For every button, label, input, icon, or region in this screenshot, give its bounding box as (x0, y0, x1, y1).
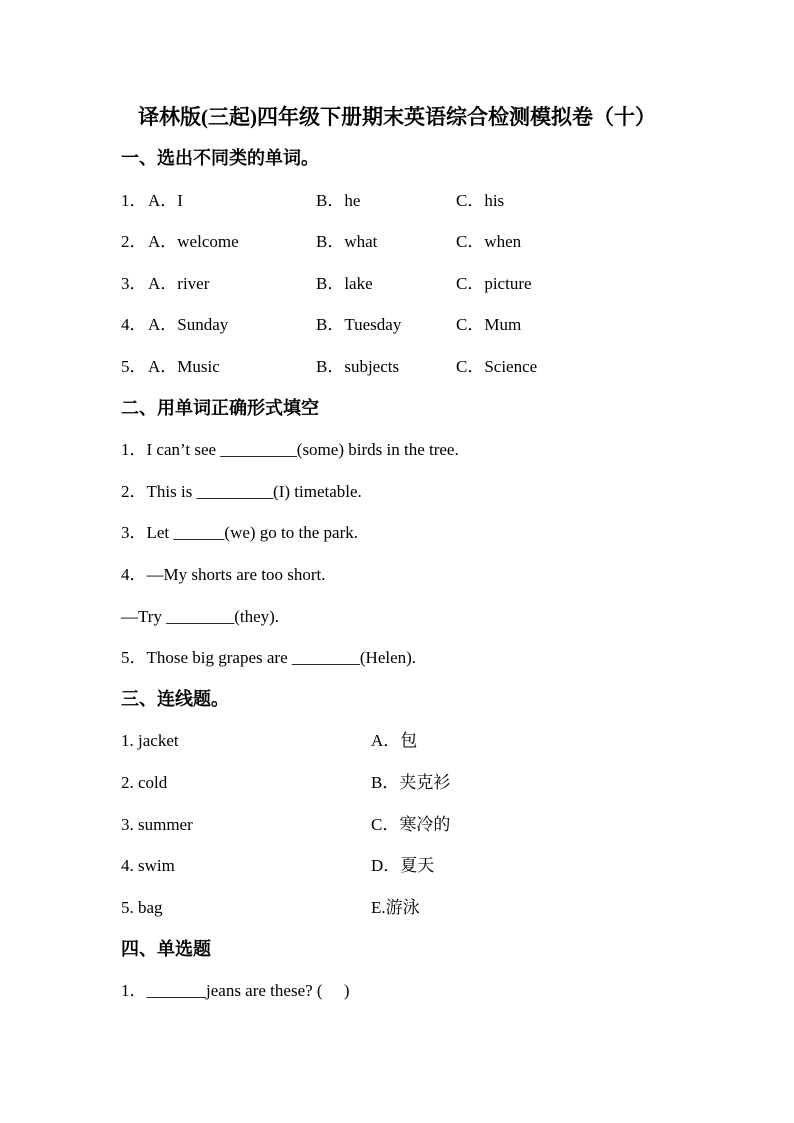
matching-word: 1. jacket (121, 731, 179, 750)
matching-word: 3. summer (121, 815, 193, 834)
fill-in-question: 2．This is _________(I) timetable. (121, 482, 362, 501)
matching-meaning: A．包 (371, 731, 418, 750)
matching-meaning: C．寒冷的 (371, 815, 451, 834)
fill-in-question: 1．I can’t see _________(some) birds in the tree. (121, 440, 459, 459)
matching-word: 4. swim (121, 856, 175, 875)
option-c: C．his (456, 191, 505, 210)
matching-word: 5. bag (121, 898, 163, 917)
question-number: 2． (121, 232, 147, 251)
section-2-heading: 二、用单词正确形式填空 (121, 398, 319, 418)
option-c: C．picture (456, 274, 532, 293)
fill-in-question: —Try ________(they). (121, 607, 280, 626)
fill-in-question: 4．—My shorts are too short. (121, 565, 326, 584)
option-a: A．Sunday (148, 315, 229, 334)
matching-word: 2. cold (121, 773, 168, 792)
section-1-heading: 一、选出不同类的单词。 (121, 148, 319, 168)
option-b: B．what (316, 232, 378, 251)
option-c: C．Mum (456, 315, 522, 334)
fill-in-question: 5．Those big grapes are ________(Helen). (121, 648, 417, 667)
question-number: 5． (121, 357, 147, 376)
section-4-heading: 四、单选题 (121, 939, 211, 959)
matching-meaning: D．夏天 (371, 856, 435, 875)
option-b: B．he (316, 191, 361, 210)
section-3-heading: 三、连线题。 (121, 689, 229, 709)
matching-meaning: B．夹克衫 (371, 773, 451, 792)
option-a: A．Music (148, 357, 220, 376)
option-b: B．lake (316, 274, 373, 293)
option-a: A．I (148, 191, 183, 210)
option-c: C．when (456, 232, 522, 251)
fill-in-question: 3．Let ______(we) go to the park. (121, 523, 358, 542)
option-a: A．welcome (148, 232, 239, 251)
question-number: 1． (121, 191, 147, 210)
option-c: C．Science (456, 357, 538, 376)
question-number: 4． (121, 315, 147, 334)
option-b: B．Tuesday (316, 315, 402, 334)
page-title: 译林版(三起)四年级下册期末英语综合检测模拟卷（十） (138, 105, 656, 129)
option-a: A．river (148, 274, 210, 293)
option-b: B．subjects (316, 357, 400, 376)
question-number: 3． (121, 274, 147, 293)
choice-question: 1．_______jeans are these? ( ) (121, 981, 350, 1000)
matching-meaning: E.游泳 (371, 898, 420, 917)
